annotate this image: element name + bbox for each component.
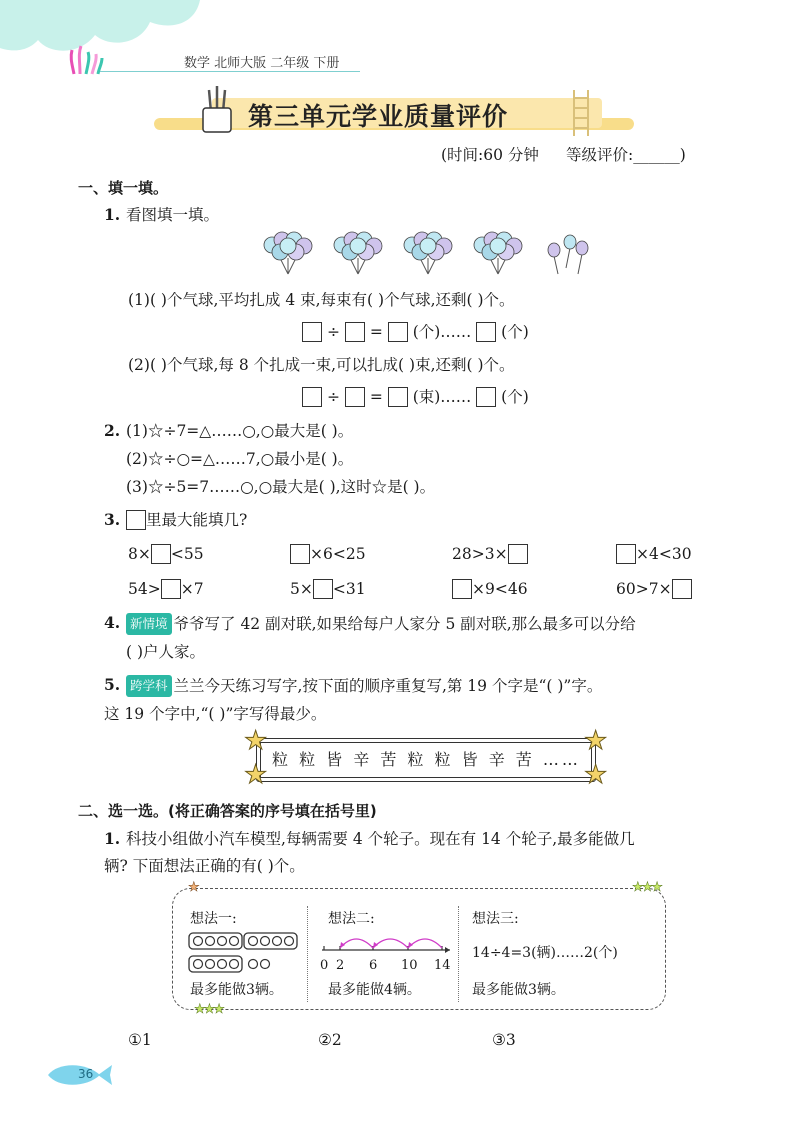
answer-box[interactable] [672, 579, 692, 599]
q3-item: 60>7× [616, 579, 692, 599]
star-icon: ★ [584, 760, 608, 790]
s2-q1-line2: 辆? 下面想法正确的有( )个。 [104, 857, 305, 875]
number-line-tick-label: 10 [401, 958, 418, 973]
answer-box[interactable] [476, 387, 496, 407]
title-banner [154, 96, 634, 138]
answer-box[interactable] [151, 544, 171, 564]
idea2-title: 想法二: [328, 911, 375, 927]
unit-label: (个) [501, 388, 529, 406]
q4-line2: ( )户人家。 [126, 643, 206, 661]
number-line-tick-label: 0 [320, 958, 329, 973]
pencil-cup-icon [199, 86, 235, 134]
q4-number: 4. [104, 613, 121, 632]
idea3-equation: 14÷4=3(辆)……2(个) [472, 945, 618, 961]
character-sequence: 粒 粒 皆 辛 苦 粒 粒 皆 辛 苦 …… [272, 750, 581, 769]
q3-item: ×6<25 [290, 544, 366, 564]
idea3-title: 想法三: [472, 911, 519, 927]
q3-item: 8× <55 [128, 545, 204, 563]
page-number: 36 [78, 1067, 94, 1081]
star-icon: ★★★ [194, 1002, 223, 1017]
number-line-tick-label: 6 [369, 958, 378, 973]
time-label: (时间:60 分钟 [441, 146, 539, 164]
star-icon: ★ [188, 880, 200, 895]
q2-line3: (3)☆÷5=7……○,○最大是( ),这时☆是( )。 [126, 478, 436, 496]
number-line-tick-label: 14 [434, 958, 451, 973]
answer-box[interactable] [388, 387, 408, 407]
answer-box[interactable] [302, 387, 322, 407]
ideas-divider [307, 906, 308, 1002]
idea1-result: 最多能做3辆。 [190, 982, 283, 998]
unit-label: (个)…… [412, 323, 472, 341]
divide-sign: ÷ [326, 323, 340, 341]
q3-item: ×4<30 [616, 544, 692, 564]
q1-equation2 [302, 387, 529, 407]
q1-equation1 [302, 322, 529, 342]
header-subject: 数学 北师大版 二年级 下册 [184, 56, 340, 71]
idea1-title: 想法一: [190, 911, 237, 927]
answer-box[interactable] [388, 322, 408, 342]
q3-text: 里最大能填几? [126, 510, 247, 530]
q3-item: 54> ×7 [128, 580, 204, 598]
answer-box[interactable] [452, 579, 472, 599]
star-icon: ★★★ [632, 880, 661, 895]
tag-new-context: 新情境 [126, 613, 172, 635]
unit-label: (束)…… [412, 388, 472, 406]
q5-line2: 这 19 个字中,“( )”字写得最少。 [104, 705, 327, 723]
star-icon: ★ [244, 760, 268, 790]
option-2[interactable]: ②2 [318, 1031, 342, 1049]
ideas-divider [458, 906, 459, 1002]
star-icon: ★ [244, 726, 268, 756]
answer-box[interactable] [345, 387, 365, 407]
star-icon: ★ [584, 726, 608, 756]
answer-box[interactable] [161, 579, 181, 599]
answer-box[interactable] [302, 322, 322, 342]
wheels-grouping [188, 932, 298, 976]
section2-heading: 二、选一选。(将正确答案的序号填在括号里) [78, 802, 377, 820]
number-line [318, 928, 456, 958]
tag-cross-subject: 跨学科 [126, 675, 172, 697]
q2-line2: (2)☆÷○=△……7,○最小是( )。 [126, 450, 354, 468]
section1-heading: 一、填一填。 [78, 179, 169, 197]
answer-box[interactable] [476, 322, 496, 342]
number-line-tick-label: 2 [336, 958, 345, 973]
q3-item: 5× <31 [290, 580, 366, 598]
q2-number: 2. [104, 421, 121, 440]
equals-sign: = [369, 323, 383, 341]
q3-item: ×9<46 [452, 579, 528, 599]
equals-sign: = [369, 388, 383, 406]
q1-text: 看图填一填。 [126, 206, 220, 224]
q5-line1: 跨学科 兰兰今天练习写字,按下面的顺序重复写,第 19 个字是“( )”字。 [126, 675, 602, 697]
header-underline [100, 71, 360, 72]
balloons-illustration [258, 228, 598, 280]
option-1[interactable]: ①1 [128, 1031, 152, 1049]
q5-number: 5. [104, 675, 121, 694]
idea3-result: 最多能做3辆。 [472, 982, 565, 998]
answer-box[interactable] [345, 322, 365, 342]
page-title: 第三单元学业质量评价 [248, 102, 509, 131]
answer-box[interactable] [290, 544, 310, 564]
q1-part2: (2)( )个气球,每 8 个扎成一束,可以扎成( )束,还剩( )个。 [128, 356, 515, 374]
q3-item: 28>3× [452, 544, 528, 564]
ladder-icon [570, 90, 592, 136]
q1-number: 1. [104, 205, 121, 224]
divide-sign: ÷ [326, 388, 340, 406]
s2-q1-line1: 科技小组做小汽车模型,每辆需要 4 个轮子。现在有 14 个轮子,最多能做几 [126, 830, 635, 848]
q4-line1: 新情境 爷爷写了 42 副对联,如果给每户人家分 5 副对联,那么最多可以分给 [126, 613, 636, 635]
option-3[interactable]: ③3 [492, 1031, 516, 1049]
q3-number: 3. [104, 510, 121, 529]
idea2-result: 最多能做4辆。 [328, 982, 421, 998]
unit-label: (个) [501, 323, 529, 341]
answer-box[interactable] [508, 544, 528, 564]
s2-q1-number: 1. [104, 829, 121, 848]
answer-box[interactable] [313, 579, 333, 599]
grade-label: 等级评价:______) [566, 146, 686, 164]
q1-part1: (1)( )个气球,平均扎成 4 束,每束有( )个气球,还剩( )个。 [128, 291, 515, 309]
q2-line1: (1)☆÷7=△……○,○最大是( )。 [126, 422, 354, 440]
answer-box[interactable] [616, 544, 636, 564]
answer-box [126, 510, 146, 530]
